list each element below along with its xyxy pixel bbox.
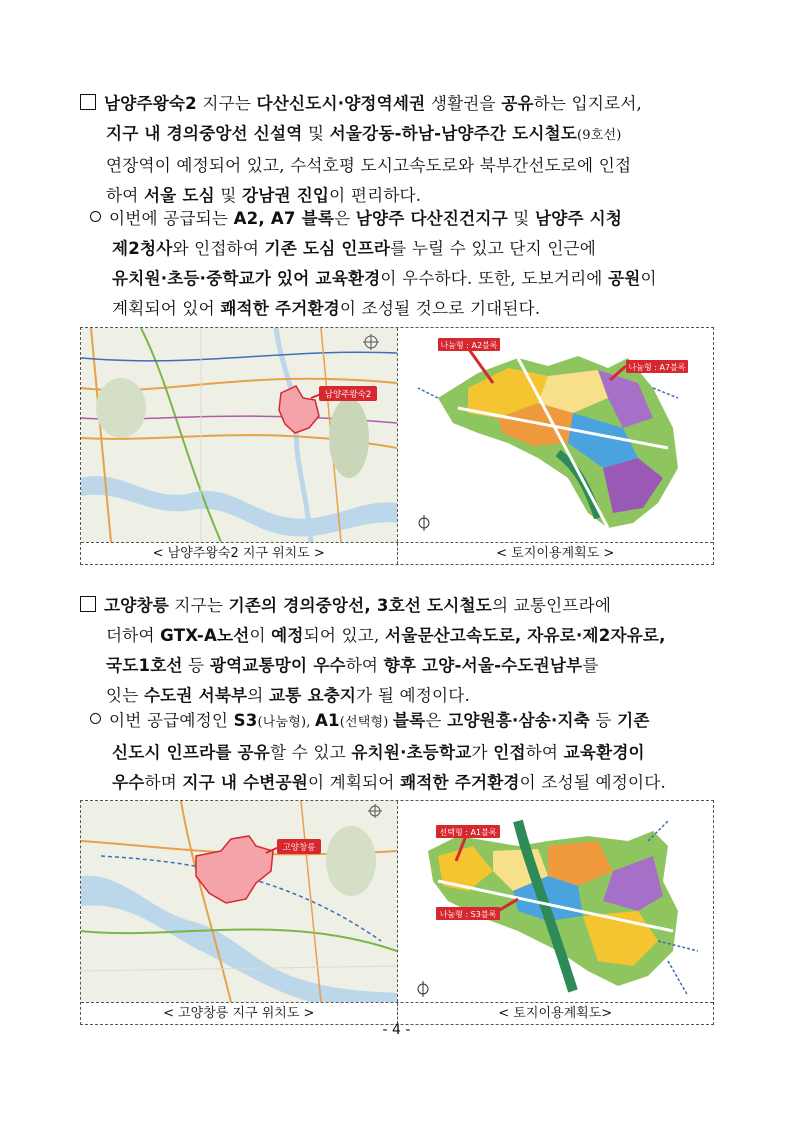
- block-label-a2: 나눔형 : A2블록: [440, 341, 497, 350]
- section2-paragraph1: 고양창릉 지구는 기존의 경의중앙선, 3호선 도시철도의 교통인프라에 더하여 GTX-A노선이 예정되어 있고, 서울문산고속도로, 자유로·제2자유로, 국도1호선 등 광역교통망이 우수하여 향후 고양-서울-수도권남부를 잇는 수도권 서북부의 교통 요충지가 될 예정이다.: [80, 591, 720, 711]
- land-use-plan-2: [397, 801, 714, 1002]
- figure-table-2: [80, 800, 714, 1025]
- section1-paragraph1: 남양주왕숙2 지구는 다산신도시·양정역세권 생활권을 공유하는 입지로서, 지구 내 경의중앙선 신설역 및 서울강동-하남-남양주간 도시철도(9호선) 연장역이 예정되어 있고, 수석호평 도시고속도로와 북부간선도로에 인접 하여 서울 도심 및 강남권 진입이 편리하다.: [80, 89, 720, 211]
- caption-land-use-plan-1: < 토지이용계획도 >: [397, 543, 714, 564]
- land-use-plan-1: [397, 328, 714, 542]
- block-label-a1: 선택형 : A1블록: [439, 828, 496, 837]
- block-label-a7: 나눔형 : A7블록: [628, 363, 685, 372]
- circle-bullet-icon: [90, 211, 101, 222]
- caption-land-use-plan-2: < 토지이용계획도>: [397, 1003, 714, 1024]
- section2-paragraph2: 이번 공급예정인 S3(나눔형), A1(선택형) 블록은 고양원흥·삼송·지축 등 기존 신도시 인프라를 공유할 수 있고 유치원·초등학교가 인접하여 교육환경이 우수하며 지구 내 수변공원이 계획되어 쾌적한 주거환경이 조성될 예정이다.: [90, 706, 722, 798]
- circle-bullet-icon: [90, 713, 101, 724]
- district-map-label: 남양주왕숙2: [324, 390, 372, 400]
- caption-location-map-1: < 남양주왕숙2 지구 위치도 >: [152, 546, 325, 561]
- square-bullet-icon: [80, 94, 96, 110]
- district-map-label: 고양창릉: [282, 843, 316, 853]
- section1-paragraph2: 이번에 공급되는 A2, A7 블록은 남양주 다산진건지구 및 남양주 시청 제2청사와 인접하여 기존 도심 인프라를 누릴 수 있고 단지 인근에 유치원·초등·중학교가 있어 교육환경이 우수하다. 또한, 도보거리에 공원이 계획되어 있어 쾌적한 주거환경이 조성될 것으로 기대된다.: [90, 204, 722, 324]
- page-number: - 4 -: [382, 1022, 411, 1038]
- figure-table-1: [80, 327, 714, 565]
- district-name: 남양주왕숙2: [104, 94, 197, 113]
- location-map-2: [81, 801, 397, 1002]
- block-label-s3: 나눔형 : S3블록: [439, 910, 496, 919]
- square-bullet-icon: [80, 596, 96, 612]
- location-map-1: [81, 328, 397, 542]
- caption-location-map-2: < 고양창릉 지구 위치도 >: [163, 1006, 315, 1021]
